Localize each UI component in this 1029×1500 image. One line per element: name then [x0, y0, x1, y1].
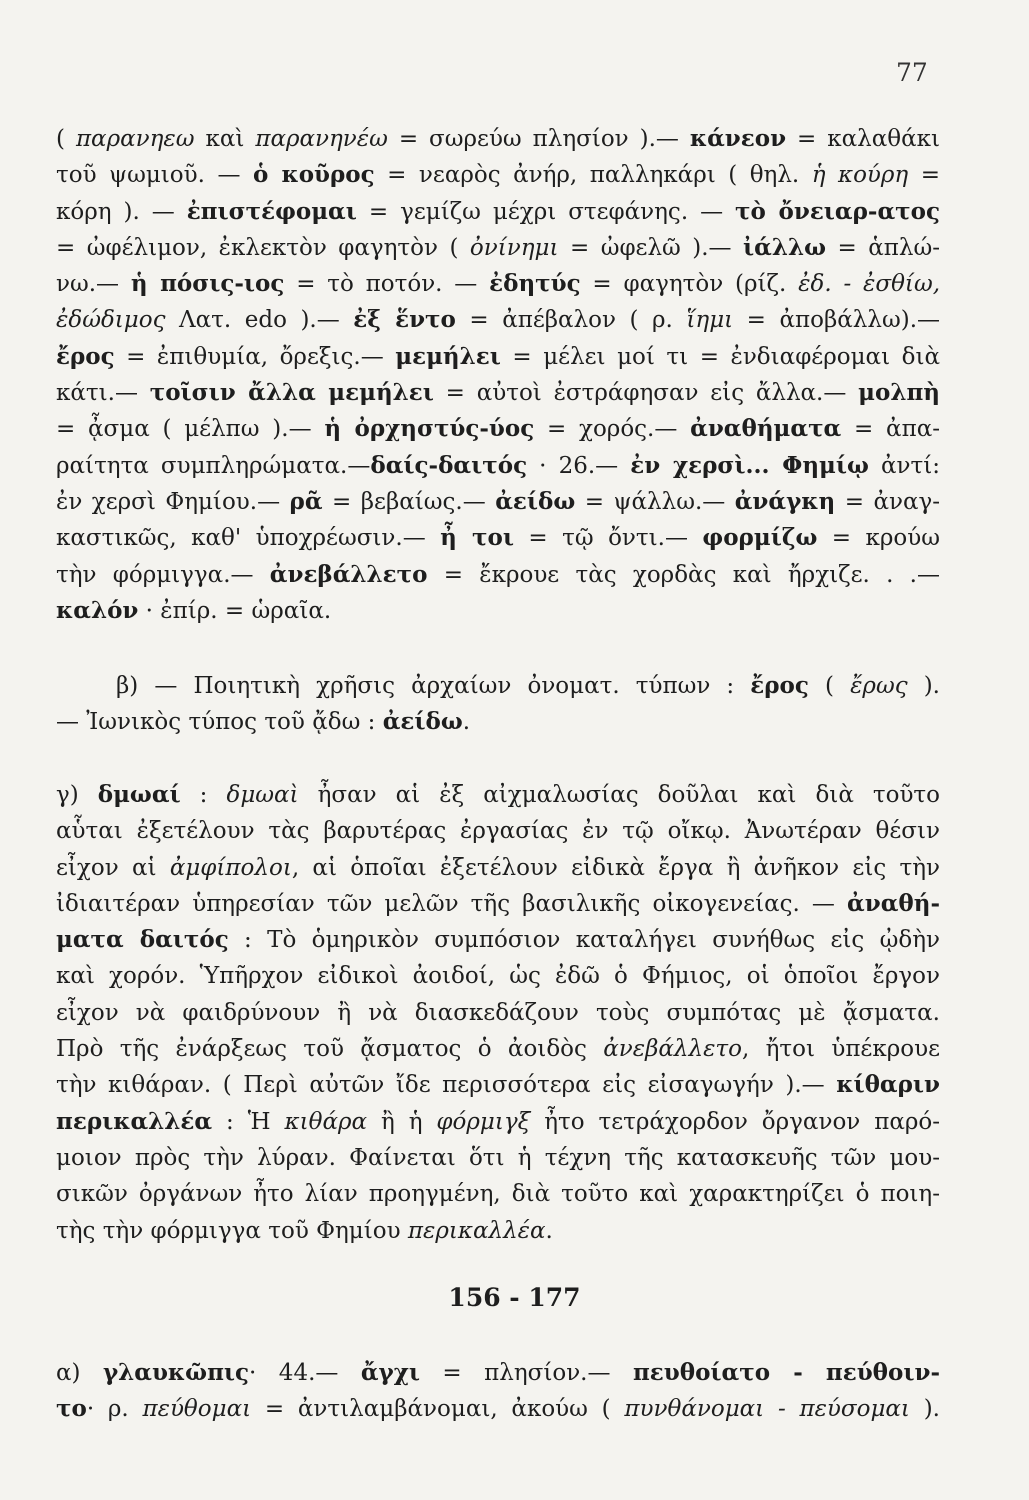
text-span: ἀντί: — [868, 452, 940, 479]
lemma-term: ἀναθή- — [847, 889, 940, 917]
commentary-section-c — [56, 777, 940, 1249]
italic-term: δμωαὶ — [226, 782, 299, 808]
text-span: κόρη ). — — [56, 198, 187, 225]
text-span: , αἱ ὁποῖαι ἐξετέλουν εἰδικὰ ἔργα ἢ ἀνῆκον εἰς τὴν — [291, 854, 940, 881]
text-line — [56, 922, 940, 958]
text-span: τὴν φόρμιγγα.— — [56, 561, 270, 588]
text-line — [56, 1104, 940, 1140]
text-span: μοιον πρὸς τὴν λύραν. Φαίνεται ὅτι ἡ τέχνη τῆς κατασκευῆς τῶν μου- — [56, 1144, 940, 1171]
text-span: καστικῶς, καθ' ὑποχρέωσιν.— — [56, 525, 441, 552]
lemma-term: ἐξ ἕντο — [353, 306, 456, 334]
lemma-term: κάνεον — [689, 125, 787, 152]
text-line — [56, 194, 940, 230]
glossary-section-b — [56, 668, 940, 741]
text-span: ). — [907, 673, 940, 699]
text-span: ἢ ἡ — [367, 1108, 437, 1135]
text-span: = ἔκρουε τὰς χορδὰς καὶ ἤρχιζε. . .— — [427, 561, 940, 588]
text-span: σικῶν ὀργάνων ἦτο λίαν προηγμένη, διὰ τοῦτο καὶ χαρακτηρίζει ὁ ποιη- — [56, 1181, 940, 1208]
lemma-term: πευθοίατο - πεύθοιν- — [632, 1359, 940, 1386]
text-span: = ὠφέλιμον, ἐκλεκτὸν φαγητὸν ( — [56, 234, 470, 261]
lemma-term: ἀνεβάλλετο — [269, 560, 428, 588]
italic-term: φόρμιγξ — [436, 1108, 531, 1135]
glossary-section-a — [56, 121, 940, 629]
lemma-term: κίθαριν — [836, 1071, 940, 1099]
text-span: εἶχον νὰ φαιδρύνουν ἢ νὰ διασκεδάζουν τοὺς συμπότας μὲ ᾄσματα. — [56, 999, 940, 1026]
lemma-term: ἦ τοι — [440, 524, 514, 552]
text-span: ). — [909, 1396, 940, 1423]
text-line — [56, 448, 940, 484]
text-line — [56, 995, 940, 1031]
lemma-term: καλόν — [56, 596, 139, 624]
text-span: = ἀπέβαλον ( ρ. — [455, 307, 687, 334]
text-span: = ἀντιλαμβάνομαι, ἀκούω ( — [251, 1396, 625, 1423]
text-line — [56, 1140, 940, 1176]
text-line — [56, 375, 940, 411]
text-span: ἦσαν αἱ ἐξ αἰχμαλωσίας δοῦλαι καὶ διὰ τοῦτο — [298, 782, 940, 808]
text-span: καὶ — [194, 126, 256, 152]
text-span: κάτι.— — [56, 380, 150, 407]
verse-range-heading: 156 - 177 — [448, 1283, 581, 1312]
lemma-term: ἰάλλω — [743, 233, 827, 261]
lemma-term: ἐδητύς — [489, 270, 581, 298]
text-span: — Ἰωνικὸς τύπος τοῦ ᾄδω : — [56, 709, 383, 736]
text-span: εἶχον αἱ — [56, 854, 170, 881]
text-span: = πλησίον.— — [419, 1360, 633, 1386]
text-line — [56, 520, 940, 556]
text-line — [56, 230, 940, 266]
text-span: νω.— — [56, 271, 131, 298]
text-line — [56, 850, 940, 886]
text-span: ( — [56, 126, 76, 152]
text-span: · ρ. — [86, 1396, 143, 1423]
text-line — [56, 1031, 940, 1067]
text-line — [56, 777, 940, 813]
lemma-term: ἀείδω — [382, 708, 463, 736]
text-span: = τὸ ποτόν. — — [284, 271, 490, 298]
text-span: Λατ. edo ).— — [165, 307, 354, 334]
text-span: . — [545, 1217, 553, 1244]
lemma-term: ἀνάγκη — [734, 487, 836, 515]
text-span: · 26.— — [527, 452, 631, 479]
lemma-term: ἡ ὀρχηστύς-ύος — [324, 415, 535, 443]
italic-term: ὀνίνημι — [469, 234, 559, 261]
text-span: = ἐπιθυμία, ὄρεξις.— — [114, 343, 396, 370]
text-line — [56, 1213, 940, 1249]
italic-term: ἀμφίπολοι — [169, 854, 292, 881]
italic-term: κιθάρα — [284, 1108, 368, 1135]
text-line — [56, 1176, 940, 1212]
page-number: 77 — [896, 58, 928, 87]
lemma-term: τοῖσιν ἄλλα μεμήλει — [149, 379, 434, 407]
italic-term: πεύθομαι — [142, 1396, 252, 1423]
text-span: , ἤτοι ὑπέκρουε — [742, 1036, 940, 1063]
text-span: β) — Ποιητικὴ χρῆσις ἀρχαίων ὀνοματ. τύπων : — [116, 673, 751, 699]
text-line — [56, 302, 940, 338]
lemma-term: ματα δαιτός — [56, 926, 229, 954]
lemma-term: φορμίζω — [702, 524, 818, 552]
italic-term: ἔρως — [850, 673, 908, 699]
text-line — [56, 886, 940, 922]
text-span: Πρὸ τῆς ἐνάρξεως τοῦ ᾄσματος ὁ ἀοιδὸς — [56, 1036, 604, 1063]
text-line — [56, 411, 940, 447]
lemma-term: ρᾶ — [289, 487, 323, 515]
text-span: ραίτητα συμπληρώματα.— — [56, 452, 371, 479]
text-span: : Ἡ — [212, 1108, 285, 1135]
lemma-term: περικαλλέα — [56, 1107, 213, 1135]
text-span: = χορός.— — [534, 416, 691, 443]
text-line — [56, 339, 940, 375]
lemma-term: τὸ ὄνειαρ-ατος — [735, 197, 940, 225]
lemma-term: ἔρος — [750, 672, 809, 699]
text-span: = νεαρὸς ἀνήρ, παλληκάρι ( θηλ. — [374, 162, 812, 189]
lemma-term: μολπὴ — [858, 379, 940, 407]
text-span: γ) — [56, 782, 98, 808]
italic-term: ἵημι — [686, 307, 734, 334]
text-span: ἰδιαιτέραν ὑπηρεσίαν τῶν μελῶν τῆς βασιλικῆς οἰκογενείας. — — [56, 890, 848, 917]
italic-term: ἐδ. - ἐσθίω, — [798, 271, 940, 298]
text-span: : — [180, 782, 227, 808]
italic-term: παρανηεω — [75, 126, 195, 152]
text-span: = ἀπα- — [841, 416, 940, 443]
text-span: = βεβαίως.— — [322, 488, 496, 515]
lemma-term: ἐν χερσὶ... Φημίῳ — [630, 451, 869, 479]
text-span: . — [462, 709, 471, 736]
text-line — [56, 157, 940, 193]
lemma-term: ἡ πόσις-ιος — [130, 270, 285, 298]
text-span: = ἀναγ- — [835, 488, 940, 515]
lemma-term: ἀείδω — [495, 487, 576, 515]
text-line — [56, 484, 940, 520]
glossary-section-d — [56, 1355, 940, 1428]
lemma-term: ἐπιστέφομαι — [186, 197, 357, 225]
text-span: τὴς τὴν φόρμιγγα τοῦ Φημίου — [56, 1217, 408, 1244]
text-span: = τῷ ὄντι.— — [513, 525, 703, 552]
text-line — [56, 121, 940, 157]
lemma-term: ἔρος — [56, 342, 115, 370]
italic-term: παρανηνέω — [255, 126, 388, 152]
text-span: = ᾆσμα ( μέλπω ).— — [56, 416, 325, 443]
text-span: = ἀποβάλλω).— — [733, 307, 940, 334]
text-span: = ψάλλω.— — [575, 488, 735, 515]
lemma-term: δαίς-δαιτός — [370, 451, 528, 479]
text-line — [56, 1067, 940, 1103]
text-span: τοῦ ψωμιοῦ. — — [56, 162, 253, 189]
text-span: = γεμίζω μέχρι στεφάνης. — — [356, 198, 736, 225]
text-span: = σωρεύω πλησίον ).— — [387, 126, 690, 152]
lemma-term: ἀναθήματα — [690, 415, 842, 443]
text-span: = ἁπλώ- — [826, 234, 940, 261]
italic-term: ἀνεβάλλετο — [603, 1036, 742, 1063]
text-line — [56, 704, 940, 740]
text-span: = καλαθάκι — [786, 126, 940, 152]
text-span: α) — [56, 1360, 103, 1386]
text-span: ἐν χερσὶ Φημίου.— — [56, 488, 290, 515]
text-span: · 44.— — [249, 1360, 361, 1386]
text-span: = — [908, 162, 940, 189]
text-line — [56, 266, 940, 302]
italic-term: ἡ κούρη — [811, 162, 909, 189]
lemma-term: μεμήλει — [395, 342, 501, 370]
text-line — [56, 813, 940, 849]
text-span: · ἐπίρ. = ὡραῖα. — [138, 597, 332, 624]
text-line — [56, 593, 940, 629]
text-line — [56, 668, 940, 704]
lemma-term: δμωαί — [97, 781, 181, 808]
text-span: ( — [808, 673, 851, 699]
text-span: καὶ χορόν. Ὑπῆρχον εἰδικοὶ ἀοιδοί, ὡς ἐδῶ ὁ Φήμιος, οἱ ὁποῖοι ἔργον — [56, 963, 940, 990]
text-line — [56, 557, 940, 593]
text-span: = κρούω — [817, 525, 940, 552]
italic-term: πυνθάνομαι - πεύσομαι — [624, 1396, 910, 1423]
italic-term: περικαλλέα — [407, 1217, 546, 1244]
text-line — [56, 1391, 940, 1427]
italic-term: ἐδώδιμος — [56, 307, 166, 334]
text-span: τὴν κιθάραν. ( Περὶ αὐτῶν ἴδε περισσότερα εἰς εἰσαγωγήν ).— — [56, 1072, 837, 1099]
text-line — [56, 1355, 940, 1391]
lemma-term: το — [56, 1395, 87, 1423]
text-span: = φαγητὸν (ρίζ. — [580, 271, 799, 298]
lemma-term: γλαυκῶπις — [102, 1359, 250, 1386]
text-span: ἦτο τετράχορδον ὄργανον παρό- — [530, 1108, 940, 1135]
text-span: = ὠφελῶ ).— — [558, 234, 744, 261]
text-span: = μέλει μοί τι = ἐνδιαφέρομαι διὰ — [500, 343, 940, 370]
lemma-term: ἄγχι — [360, 1359, 420, 1386]
text-span: : Τὸ ὁμηρικὸν συμπόσιον καταλήγει συνήθως εἰς ᾠδὴν — [228, 927, 940, 954]
text-span: αὗται ἐξετέλουν τὰς βαρυτέρας ἐργασίας ἐν τῷ οἴκῳ. Ἀνωτέραν θέσιν — [56, 818, 940, 845]
text-span: = αὐτοὶ ἐστράφησαν εἰς ἄλλα.— — [433, 380, 859, 407]
text-line — [56, 958, 940, 994]
lemma-term: ὁ κοῦρος — [252, 161, 375, 189]
